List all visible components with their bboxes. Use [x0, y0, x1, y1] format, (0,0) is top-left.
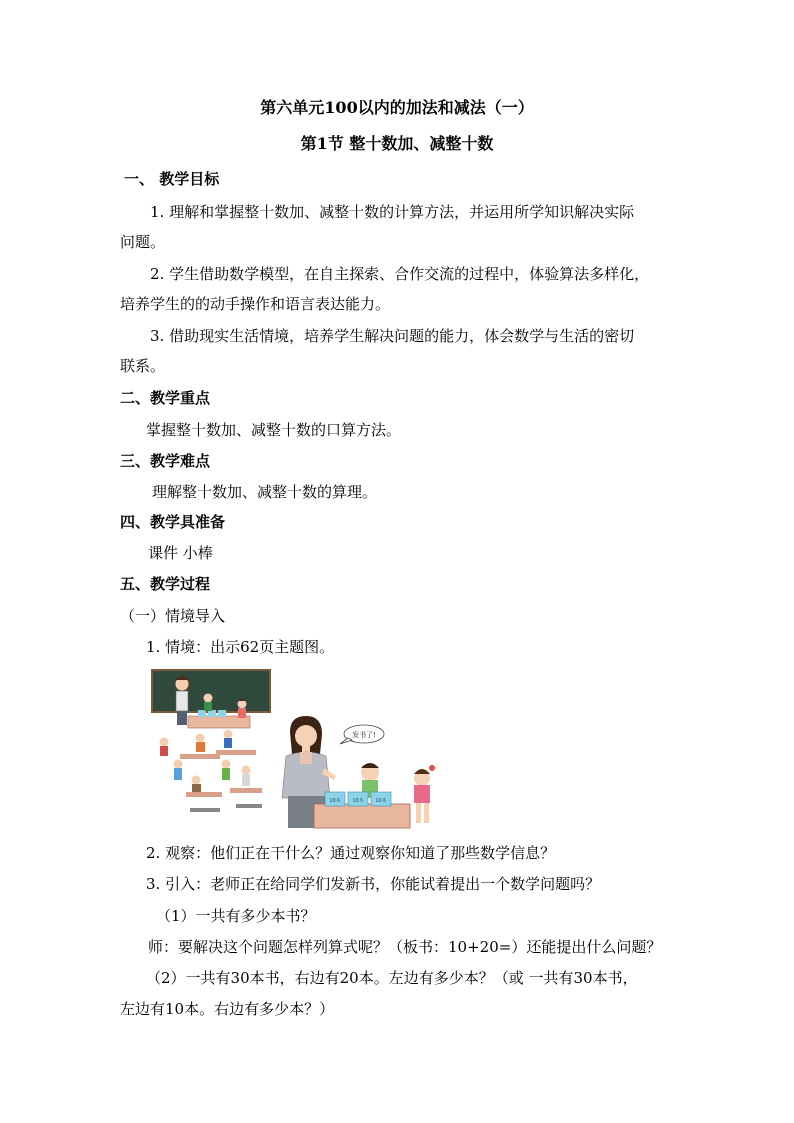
process-question-2-line-2: 左边有10本。右边有多少本？） — [120, 1000, 335, 1018]
section-heading-process: 五、教学过程 — [120, 575, 211, 593]
objective-2-line-1: 2. 学生借助数学模型，在自主探索、合作交流的过程中，体验算法多样化， — [150, 265, 650, 283]
process-teacher-line: 师：要解决这个问题怎样列算式呢？（板书：10+20=）还能提出什么问题？ — [148, 938, 662, 956]
process-item-3: 3. 引入：老师正在给同学们发新书，你能试着提出一个数学问题吗？ — [146, 875, 601, 893]
objective-3-line-2: 联系。 — [120, 357, 166, 375]
materials-text: 课件 小棒 — [148, 544, 213, 562]
book-label-3: 10本 — [375, 798, 387, 804]
section-heading-objectives: 一、 教学目标 — [124, 170, 220, 188]
classroom-illustration — [150, 668, 450, 833]
section-heading-difficulties: 三、教学难点 — [120, 452, 211, 470]
process-item-2: 2. 观察：他们正在干什么？通过观察你知道了那些数学信息？ — [146, 844, 556, 862]
section-heading-key-points: 二、教学重点 — [120, 389, 211, 407]
objective-2-line-2: 培养学生的的动手操作和语言表达能力。 — [120, 295, 391, 313]
objective-3-line-1: 3. 借助现实生活情境，培养学生解决问题的能力，体会数学与生活的密切 — [150, 327, 635, 345]
book-table — [314, 804, 410, 828]
objective-1-line-1: 1. 理解和掌握整十数加、减整十数的计算方法，并运用所学知识解决实际 — [150, 203, 635, 221]
process-subheading-intro: （一）情境导入 — [120, 607, 226, 625]
process-question-1: （1）一共有多少本书？ — [156, 907, 316, 925]
book-label-1: 10本 — [329, 798, 341, 804]
section-heading-materials: 四、教学具准备 — [120, 513, 226, 531]
document-subtitle: 第1节 整十数加、减整十数 — [300, 134, 494, 153]
key-points-text: 掌握整十数加、减整十数的口算方法。 — [146, 421, 402, 439]
document-title: 第六单元100以内的加法和减法（一） — [260, 98, 534, 117]
process-item-1: 1. 情境：出示62页主题图。 — [146, 638, 335, 656]
difficulties-text: 理解整十数加、减整十数的算理。 — [152, 483, 378, 501]
book-label-2: 10本 — [352, 798, 364, 804]
girl-dress — [414, 785, 430, 803]
process-question-2-line-1: （2）一共有30本书，右边有20本。左边有多少本？（或 一共有30本书， — [146, 969, 638, 987]
objective-1-line-2: 问题。 — [120, 233, 166, 251]
speech-bubble-text: 发书了! — [352, 731, 376, 739]
